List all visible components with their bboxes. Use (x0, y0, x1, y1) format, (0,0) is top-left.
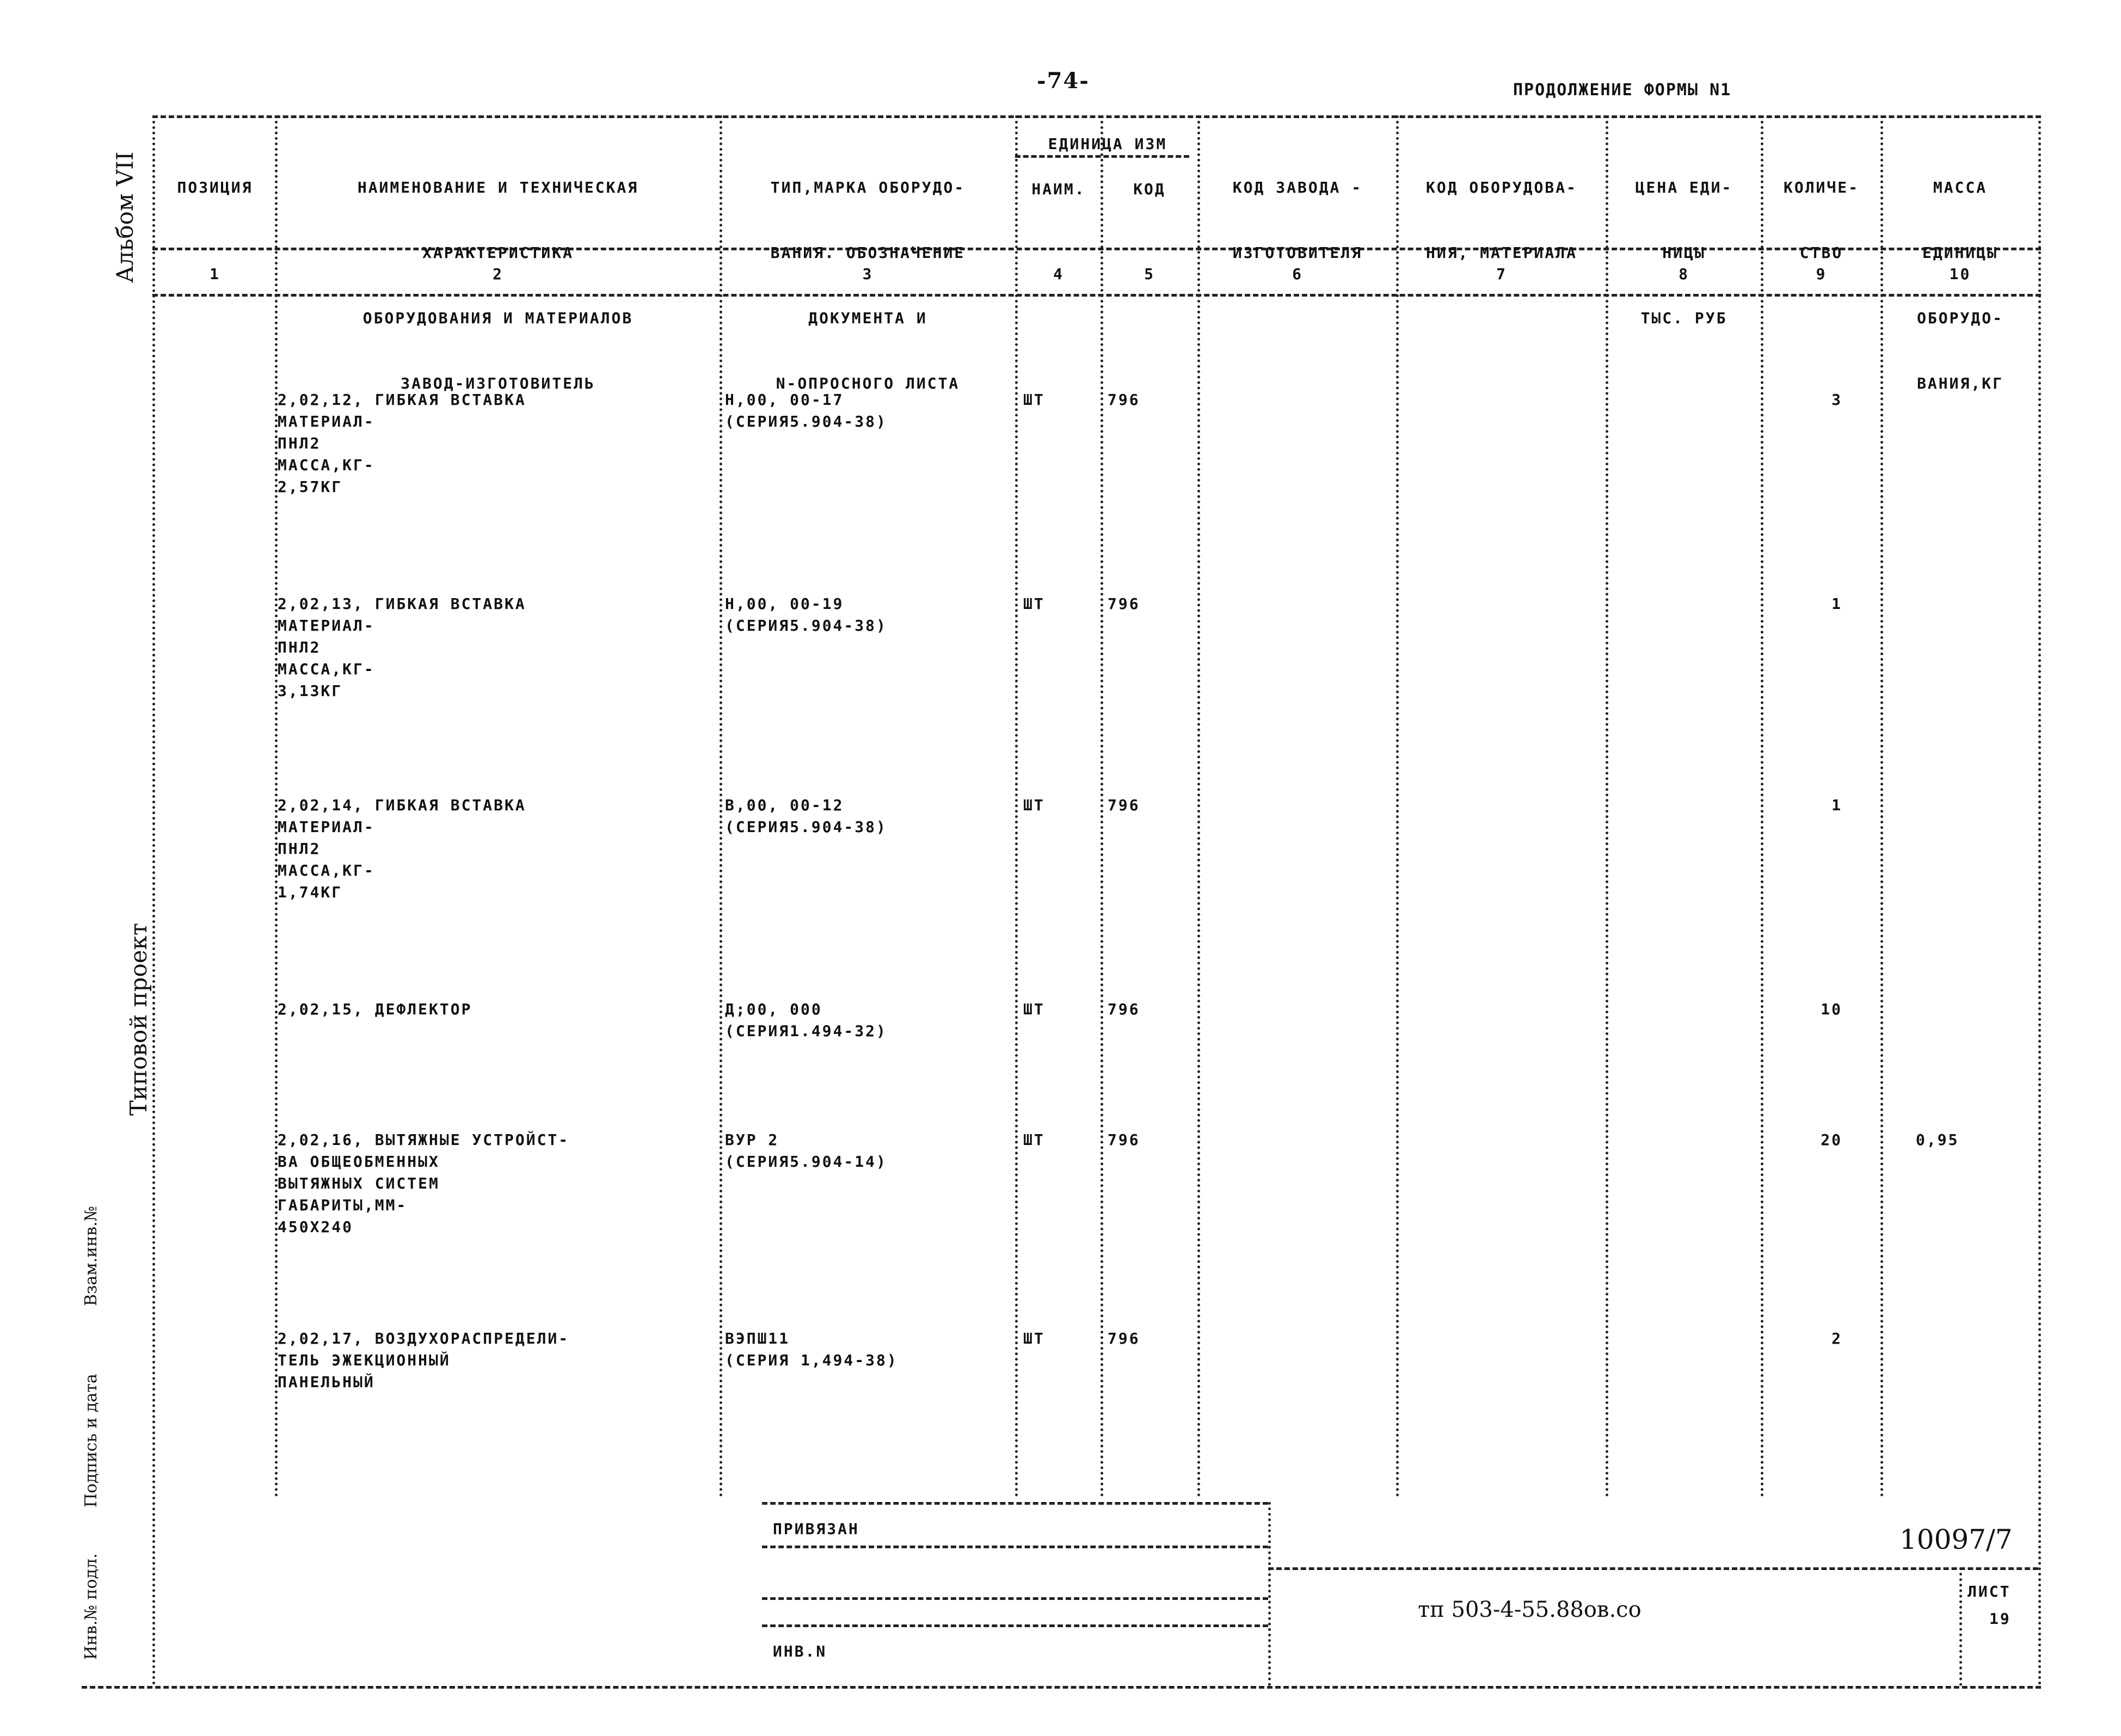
col-number: 2 (493, 265, 503, 283)
col-number: 1 (210, 265, 220, 283)
col-number: 4 (1053, 265, 1064, 283)
header-factory-code: КОД ЗАВОДА - ИЗГОТОВИТЕЛЯ (1232, 178, 1363, 262)
page-number: -74- (1037, 68, 1090, 94)
stamp-cell-replacement: Взам.инв.№ (82, 1206, 101, 1306)
side-album-label: Альбом VII (112, 151, 138, 283)
header-name: НАИМЕНОВАНИЕ И ТЕХНИЧЕСКАЯ ХАРАКТЕРИСТИКА ОБОРУДОВАНИЯ И МАТЕРИАЛОВ ЗАВОД-ИЗГОТОВИТЕЛЬ (357, 178, 639, 392)
side-project-label: Типовой проект (125, 922, 152, 1116)
stamp-rule (762, 1546, 1268, 1548)
header-equipment-code: КОД ОБОРУДОВА- НИЯ, МАТЕРИАЛА (1425, 178, 1577, 262)
header-quantity: КОЛИЧЕ- СТВО (1783, 178, 1859, 262)
header-type: ТИП,МАРКА ОБОРУДО- ВАНИЯ. ОБОЗНАЧЕНИЕ ДОКУМЕНТА И N-ОПРОСНОГО ЛИСТА (770, 178, 966, 392)
col-sep (1197, 115, 1200, 1498)
header-unit-name: НАИМ. (1031, 180, 1086, 198)
table-top-border (152, 115, 2041, 118)
header-unit-code: КОД (1133, 180, 1166, 198)
col-number: 10 (1949, 265, 1971, 283)
col-number: 9 (1816, 265, 1827, 283)
col-number: 6 (1292, 265, 1303, 283)
stamp-top-border (762, 1502, 1268, 1505)
stamp-cell-signature: Подпись и дата (82, 1374, 101, 1507)
stamp-rule (1268, 1567, 2038, 1570)
table-bottom-border (82, 1686, 2041, 1689)
stamp-privyazan: ПРИВЯЗАН (773, 1520, 859, 1538)
col-number: 3 (862, 265, 874, 283)
col-number: 7 (1496, 265, 1507, 283)
header-mass: МАССА ЕДИНИЦЫ ОБОРУДО- ВАНИЯ,КГ (1917, 178, 2003, 392)
col-sep (1015, 115, 1018, 1498)
col-number: 8 (1679, 265, 1689, 283)
col-sep (2038, 115, 2041, 1686)
continuation-label: ПРОДОЛЖЕНИЕ ФОРМЫ N1 (1513, 81, 1732, 100)
stamp-sep (1959, 1567, 1962, 1686)
col-number: 5 (1144, 265, 1155, 283)
header-unit: ЕДИНИЦА ИЗМ (1048, 135, 1167, 153)
sheet-number: 19 (1989, 1610, 2011, 1628)
stamp-cell-inventory: Инв.№ подл. (82, 1553, 101, 1660)
header-position: ПОЗИЦИЯ (177, 178, 253, 196)
stamp-rule (762, 1624, 1268, 1627)
stamp-sep (1268, 1502, 1271, 1686)
document-code: тп 503-4-55.88ов.со (1418, 1597, 1642, 1622)
sheet-label: ЛИСТ (1968, 1583, 2011, 1600)
col-sep (1101, 115, 1103, 1498)
col-sep (1396, 115, 1399, 1498)
stamp-inv-label: ИНВ.N (773, 1642, 827, 1660)
header-price: ЦЕНА ЕДИ- НИЦЫ ТЫС. РУБ (1635, 178, 1733, 327)
stamp-rule (762, 1597, 1268, 1600)
handwritten-number: 10097/7 (1899, 1524, 2013, 1555)
col-sep (152, 115, 155, 1686)
